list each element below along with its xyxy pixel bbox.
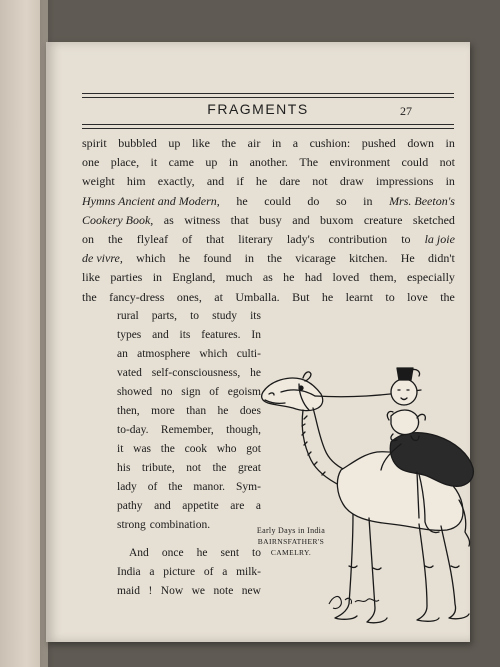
text-line <box>117 345 261 364</box>
word: not <box>439 155 455 170</box>
word: he <box>250 367 261 379</box>
text-line <box>117 582 261 601</box>
word: that <box>230 212 249 227</box>
word: place, <box>110 155 140 170</box>
word: could <box>264 193 291 208</box>
word: no <box>160 386 173 398</box>
word: dare <box>279 174 301 189</box>
text-line <box>117 383 261 402</box>
word: especially <box>406 270 455 285</box>
word: could <box>401 155 429 170</box>
word: he <box>321 289 334 304</box>
word: rural <box>117 310 139 322</box>
word: so <box>335 193 347 208</box>
word: in <box>244 251 254 266</box>
italic-title: Hymns Ancient and Modern, <box>82 193 220 208</box>
word: In <box>251 329 261 341</box>
word: it <box>117 443 124 455</box>
word: spirit <box>82 136 107 150</box>
word: which <box>136 251 166 266</box>
word: which <box>199 348 228 360</box>
word: manor. <box>193 481 226 493</box>
word: the <box>82 289 97 304</box>
word: he <box>196 547 208 559</box>
word: milk- <box>236 566 261 578</box>
word: the <box>168 481 183 493</box>
body-text-full-width <box>82 134 455 307</box>
word: England, <box>172 270 216 285</box>
word: India <box>117 566 141 578</box>
word: and <box>152 329 169 341</box>
word: its <box>179 329 191 341</box>
word: him <box>126 174 146 189</box>
rider-head <box>391 379 417 405</box>
word: great <box>237 462 261 474</box>
word: he <box>283 270 295 285</box>
word: features. <box>201 329 241 341</box>
word: than <box>186 405 207 417</box>
word: lady <box>117 481 137 493</box>
text-line <box>82 134 455 153</box>
word: self-consciousness, <box>151 367 241 379</box>
text-line <box>117 402 261 421</box>
text-line <box>82 211 455 230</box>
word: a <box>222 566 228 578</box>
word: it <box>150 155 158 170</box>
camel-back-leg-right <box>441 526 469 619</box>
word: Now <box>160 585 184 597</box>
word: the <box>267 251 282 266</box>
word: the <box>440 289 455 304</box>
word: are <box>230 500 245 512</box>
word: study <box>212 310 238 322</box>
word: of <box>147 481 158 493</box>
word: like <box>191 136 210 150</box>
word: the <box>160 443 175 455</box>
word: he <box>236 193 248 208</box>
word: pathy <box>117 500 143 512</box>
word: atmosphere <box>137 348 191 360</box>
text-line <box>117 563 261 582</box>
word: and <box>292 212 310 227</box>
word: its <box>250 310 261 322</box>
word: down <box>407 136 434 150</box>
word: parts, <box>151 310 178 322</box>
word: fancy-dress <box>109 289 165 304</box>
camel-knees <box>349 566 459 570</box>
word: found <box>203 251 232 266</box>
word: and <box>154 500 171 512</box>
italic-title: Mrs. Beeton's <box>389 193 455 208</box>
word: much <box>225 270 253 285</box>
italic-title: de vivre, <box>82 251 123 266</box>
word: then, <box>117 405 140 417</box>
word: in <box>445 136 455 150</box>
text-line <box>117 326 261 345</box>
word: note <box>213 585 234 597</box>
text-line <box>117 459 261 478</box>
word: appetite <box>182 500 219 512</box>
header-rule-top-inner <box>82 97 454 98</box>
word: his <box>117 462 131 474</box>
word: new <box>241 585 261 597</box>
word: Remember, <box>160 424 214 436</box>
word: at <box>214 289 223 304</box>
word: he <box>178 251 191 266</box>
text-line <box>117 364 261 383</box>
text-line <box>117 421 261 440</box>
italic-title: la joie <box>424 231 455 246</box>
word: the <box>108 231 123 246</box>
word: flyleaf <box>136 231 169 246</box>
word: vicarage <box>295 251 336 266</box>
word: do <box>307 193 320 208</box>
word: pushed <box>361 136 396 150</box>
word: more <box>151 405 175 417</box>
word: of <box>203 566 214 578</box>
text-line <box>82 172 455 191</box>
running-head: FRAGMENTS <box>207 101 309 117</box>
word: vated <box>117 367 142 379</box>
word: The <box>299 155 319 170</box>
word: strong <box>117 519 146 531</box>
word: the <box>212 462 227 474</box>
word: buxom <box>320 212 354 227</box>
word: learnt <box>345 289 373 304</box>
word: combination. <box>149 519 211 531</box>
word: to <box>385 289 395 304</box>
word: an <box>117 348 128 360</box>
word: ones, <box>176 289 202 304</box>
word: the <box>221 136 237 150</box>
word: to-day. <box>117 424 149 436</box>
word: cook <box>184 443 207 455</box>
camel-illustration <box>241 304 491 639</box>
word: to <box>252 547 261 559</box>
camel-head <box>262 378 323 411</box>
word: loved <box>332 270 360 285</box>
word: one <box>82 155 100 170</box>
word: of <box>182 231 193 246</box>
word: he <box>217 405 229 417</box>
text-line <box>82 230 455 249</box>
word: bubbled <box>118 136 157 150</box>
word: of <box>209 386 219 398</box>
word: love <box>407 289 428 304</box>
header-rule-bottom-outer <box>82 128 454 129</box>
text-line <box>82 249 455 268</box>
word: maid <box>117 585 140 597</box>
word: kitchen. <box>349 251 388 266</box>
header-rule-bottom-inner <box>82 124 454 125</box>
camel-front-leg-right <box>367 518 387 623</box>
word: a <box>292 136 299 150</box>
word: didn't <box>428 251 455 266</box>
word: we <box>191 585 206 597</box>
word: ! <box>148 585 153 597</box>
caption-line-1: Early Days in India <box>256 526 326 535</box>
word: up <box>205 155 218 170</box>
word: on <box>82 231 94 246</box>
word: lady's <box>286 231 315 246</box>
word: got <box>246 443 261 455</box>
word: does <box>239 405 261 417</box>
word: came <box>168 155 194 170</box>
word: creature <box>363 212 403 227</box>
word: he <box>255 174 268 189</box>
camel-back-leg-left <box>417 524 439 621</box>
word: air <box>247 136 261 150</box>
word: Umballa. <box>235 289 280 304</box>
word: But <box>292 289 310 304</box>
illustration-caption <box>239 525 343 558</box>
word: exactly, <box>157 174 195 189</box>
word: though, <box>226 424 261 436</box>
word: not <box>186 462 201 474</box>
word: up <box>168 136 181 150</box>
word: literary <box>238 231 273 246</box>
word: in <box>445 174 455 189</box>
header-rule-top-outer <box>82 93 454 94</box>
word: weight <box>82 174 115 189</box>
word: Sym- <box>236 481 261 493</box>
word: a <box>149 566 155 578</box>
book-page <box>46 42 470 642</box>
word: environment <box>329 155 391 170</box>
word: parties <box>110 270 143 285</box>
text-line <box>82 268 455 287</box>
word: in <box>271 136 282 150</box>
word: sketched <box>412 212 455 227</box>
word: was <box>133 443 152 455</box>
word: to <box>190 310 200 322</box>
italic-title: Cookery Book, <box>82 212 154 227</box>
word: He <box>400 251 415 266</box>
text-line <box>117 307 261 326</box>
text-line <box>117 497 261 516</box>
signature: Bruce B <box>241 304 245 305</box>
word: busy <box>259 212 282 227</box>
word: egoism <box>227 386 261 398</box>
word: in <box>228 155 239 170</box>
word: picture <box>163 566 196 578</box>
caption-line-2: BAIRNSFATHER'S <box>257 537 325 546</box>
word: as <box>163 212 174 227</box>
word: cushion: <box>309 136 351 150</box>
word: to <box>401 231 411 246</box>
signature-mark <box>329 597 379 609</box>
rider-collar <box>391 410 419 435</box>
word: draw <box>339 174 364 189</box>
word: not <box>312 174 328 189</box>
word: if <box>236 174 244 189</box>
word: in <box>152 270 163 285</box>
text-line <box>82 192 455 211</box>
word: types <box>117 329 142 341</box>
word: culti- <box>236 348 261 360</box>
word: as <box>262 270 273 285</box>
word: sent <box>220 547 240 559</box>
word: showed <box>117 386 153 398</box>
word: a <box>255 500 261 512</box>
word: had <box>304 270 323 285</box>
word: like <box>82 270 100 285</box>
word: who <box>216 443 237 455</box>
page-number: 27 <box>400 104 412 118</box>
word: sign <box>181 386 201 398</box>
caption-line-3: CAMELRY. <box>270 548 312 557</box>
word: tribute, <box>141 462 175 474</box>
word: and <box>206 174 225 189</box>
word: that <box>206 231 225 246</box>
word: another. <box>249 155 288 170</box>
word: contribution <box>328 231 388 246</box>
word: once <box>161 547 184 559</box>
text-line <box>117 478 261 497</box>
word: witness <box>184 212 221 227</box>
word: in <box>363 193 373 208</box>
text-line <box>117 440 261 459</box>
word: impressions <box>376 174 434 189</box>
word: And <box>129 547 149 559</box>
text-line <box>82 153 455 172</box>
word: them, <box>369 270 397 285</box>
